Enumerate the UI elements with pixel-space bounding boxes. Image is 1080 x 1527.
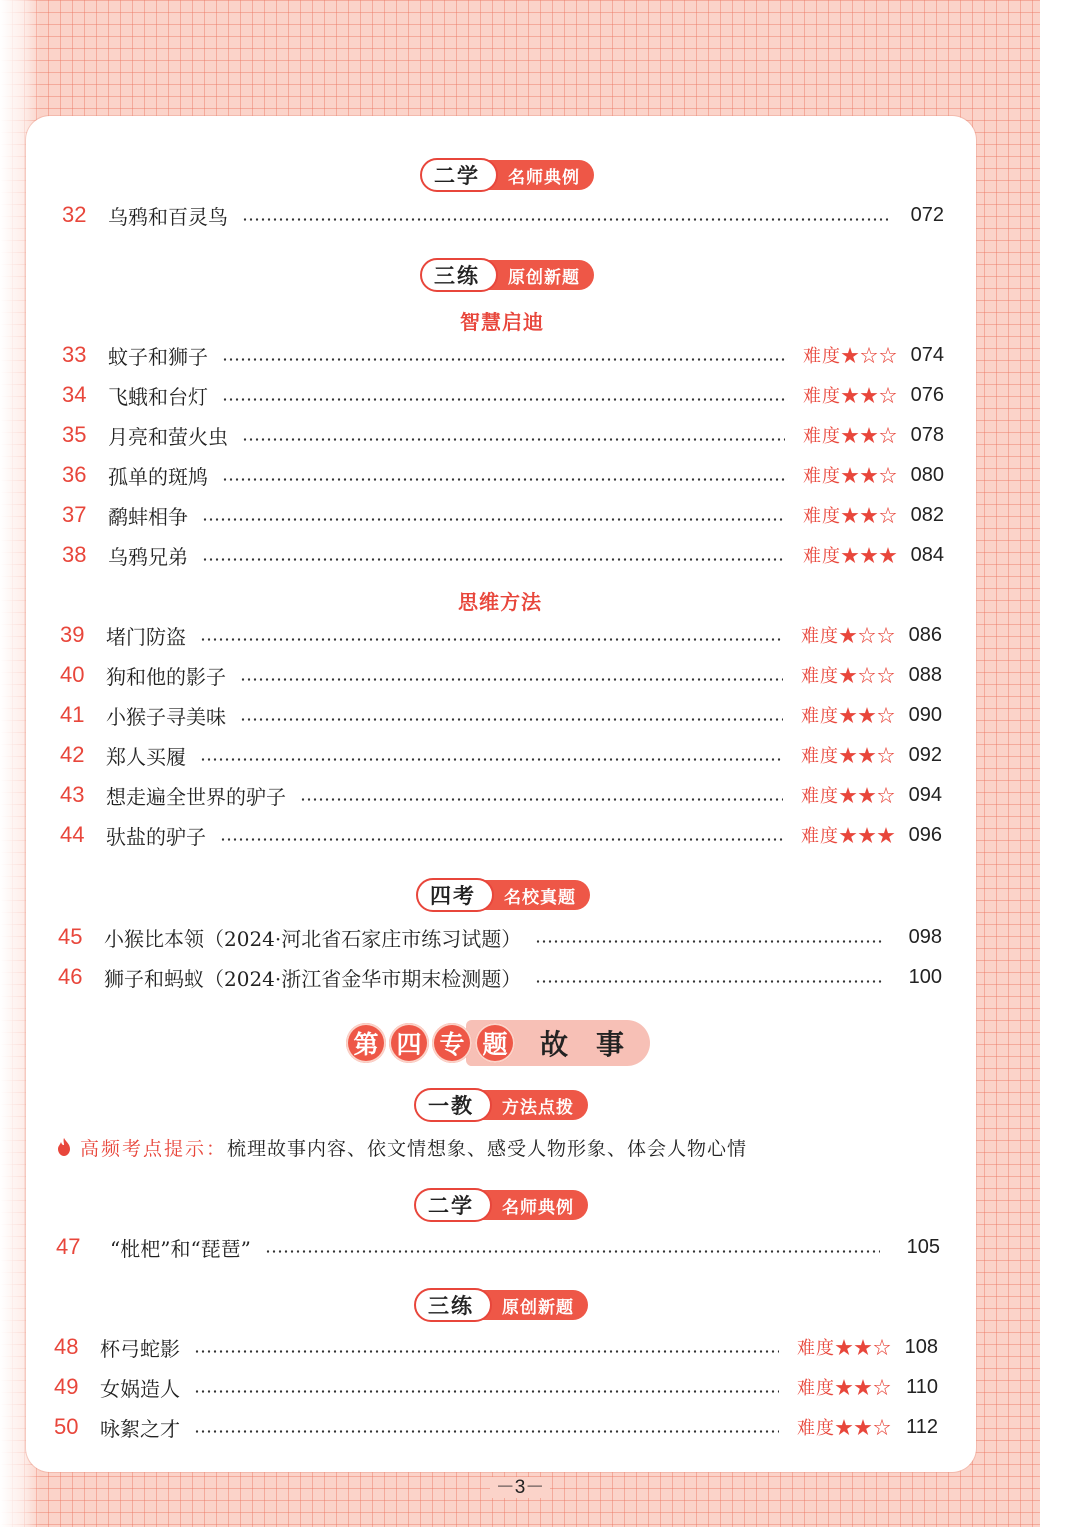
- section-label-right: 原创新题: [474, 1290, 588, 1320]
- entry-page: 090: [908, 703, 942, 726]
- banner-char: 题: [475, 1023, 515, 1063]
- entry-number: 48: [54, 1334, 79, 1359]
- entry-title: 蚊子和狮子: [108, 344, 208, 369]
- dot-leader: [222, 398, 785, 401]
- entry-title: 郑人买履: [106, 744, 186, 769]
- entry-page: 080: [910, 463, 944, 486]
- difficulty-rating: 难度★☆☆: [801, 626, 896, 647]
- entry-title: 乌鸦兄弟: [108, 544, 188, 569]
- entry-number: 33: [62, 342, 87, 367]
- difficulty-rating: 难度★★☆: [803, 506, 898, 527]
- toc-entry[interactable]: [62, 380, 944, 410]
- entry-page: 096: [908, 823, 942, 846]
- difficulty-rating: 难度★★☆: [803, 426, 898, 447]
- entry-number: 36: [62, 462, 87, 487]
- entry-page: 100: [908, 965, 942, 988]
- entry-number: 40: [60, 662, 85, 687]
- toc-entry[interactable]: [62, 500, 944, 530]
- section-label-left: 一教: [414, 1088, 492, 1122]
- section-label-right: 名校真题: [476, 880, 590, 910]
- entry-number: 50: [54, 1414, 79, 1439]
- entry-page: 078: [910, 423, 944, 446]
- dot-leader: [240, 718, 783, 721]
- dot-leader: [240, 678, 783, 681]
- banner-char: 四: [389, 1023, 429, 1063]
- entry-page: 082: [910, 503, 944, 526]
- toc-entry[interactable]: [60, 620, 942, 650]
- entry-page: 105: [906, 1235, 940, 1258]
- toc-entry[interactable]: [62, 340, 944, 370]
- dot-leader: [242, 438, 785, 441]
- difficulty-rating: 难度★★★: [803, 546, 898, 567]
- toc-entry[interactable]: [54, 1372, 938, 1402]
- banner-char: 第: [346, 1023, 386, 1063]
- dot-leader: [220, 838, 783, 841]
- entry-number: 44: [60, 822, 85, 847]
- entry-page: 084: [910, 543, 944, 566]
- entry-number: 34: [62, 382, 87, 407]
- flame-icon: [56, 1137, 72, 1157]
- entry-number: 47: [56, 1234, 81, 1259]
- entry-number: 37: [62, 502, 87, 527]
- section-label-left: 二学: [414, 1188, 492, 1222]
- entry-title: 狗和他的影子: [106, 664, 226, 689]
- entry-page: 094: [908, 783, 942, 806]
- subhead-zhihui: 智慧启迪: [460, 310, 544, 334]
- entry-title: 驮盐的驴子: [106, 824, 206, 849]
- difficulty-rating: 难度★☆☆: [803, 346, 898, 367]
- entry-number: 46: [58, 964, 83, 989]
- entry-page: 088: [908, 663, 942, 686]
- difficulty-rating: 难度★★☆: [797, 1418, 892, 1439]
- section-label-yi-jiao: [414, 1088, 588, 1122]
- entry-title: 女娲造人: [100, 1376, 180, 1401]
- difficulty-rating: 难度★★☆: [801, 746, 896, 767]
- difficulty-rating: 难度★★☆: [801, 786, 896, 807]
- entry-page: 074: [910, 343, 944, 366]
- page-number-text: －3－: [490, 1477, 551, 1498]
- entry-page: 112: [906, 1415, 938, 1438]
- difficulty-rating: 难度★☆☆: [801, 666, 896, 687]
- entry-title: 飞蛾和台灯: [108, 384, 208, 409]
- entry-title: 狮子和蚂蚁（2024·浙江省金华市期末检测题）: [104, 966, 522, 991]
- toc-entry[interactable]: [62, 460, 944, 490]
- entry-page: 076: [910, 383, 944, 406]
- entry-title: “枇杷”和“琵琶”: [110, 1236, 251, 1261]
- entry-number: 41: [60, 702, 85, 727]
- section-label-right: 名师典例: [480, 160, 594, 190]
- dot-leader: [194, 1390, 779, 1393]
- dot-leader: [300, 798, 783, 801]
- banner-char: 专: [432, 1023, 472, 1063]
- toc-entry[interactable]: [60, 780, 942, 810]
- toc-entry[interactable]: [54, 1412, 938, 1442]
- section-label-er-xue: [420, 158, 594, 192]
- banner-title: 故事: [540, 1028, 653, 1061]
- dot-leader: [202, 518, 785, 521]
- entry-number: 32: [62, 202, 87, 227]
- entry-title: 鹬蚌相争: [108, 504, 188, 529]
- section-label-right: 方法点拨: [474, 1090, 588, 1120]
- dot-leader: [194, 1430, 779, 1433]
- toc-entry[interactable]: [60, 660, 942, 690]
- tip-label: 高频考点提示：: [80, 1137, 228, 1160]
- toc-entry[interactable]: [58, 962, 942, 992]
- dot-leader: [200, 758, 783, 761]
- toc-entry[interactable]: [62, 540, 944, 570]
- entry-title: 咏絮之才: [100, 1416, 180, 1441]
- entry-number: 45: [58, 924, 83, 949]
- section-label-san-lian: [420, 258, 594, 292]
- page-number: [0, 1472, 1040, 1499]
- difficulty-rating: 难度★★☆: [803, 386, 898, 407]
- section-label-er-xue: [414, 1188, 588, 1222]
- section-label-san-lian: [414, 1288, 588, 1322]
- section-label-left: 二学: [420, 158, 498, 192]
- tip-text: 梳理故事内容、依文情想象、感受人物形象、体会人物心情: [227, 1137, 748, 1160]
- toc-entry[interactable]: [54, 1332, 938, 1362]
- toc-entry[interactable]: [56, 1232, 940, 1262]
- toc-entry[interactable]: [60, 820, 942, 850]
- entry-title: 杯弓蛇影: [100, 1336, 180, 1361]
- entry-number: 38: [62, 542, 87, 567]
- difficulty-rating: 难度★★☆: [801, 706, 896, 727]
- entry-number: 35: [62, 422, 87, 447]
- toc-entry[interactable]: [58, 922, 942, 952]
- entry-title: 堵门防盗: [106, 624, 186, 649]
- entry-page: 072: [910, 203, 944, 226]
- section-label-left: 三练: [420, 258, 498, 292]
- entry-page: 086: [908, 623, 942, 646]
- entry-title: 乌鸦和百灵鸟: [108, 204, 228, 229]
- toc-entry[interactable]: [62, 200, 944, 230]
- entry-title: 小猴比本领（2024·河北省石家庄市练习试题）: [104, 926, 522, 951]
- dot-leader: [222, 358, 785, 361]
- exam-tip: [56, 1132, 747, 1162]
- difficulty-rating: 难度★★☆: [803, 466, 898, 487]
- dot-leader: [194, 1350, 779, 1353]
- toc-entry[interactable]: [60, 700, 942, 730]
- dot-leader: [535, 940, 882, 943]
- section-label-right: 名师典例: [474, 1190, 588, 1220]
- toc-entry[interactable]: [60, 740, 942, 770]
- entry-title: 想走遍全世界的驴子: [106, 784, 286, 809]
- entry-page: 110: [906, 1375, 938, 1398]
- entry-number: 39: [60, 622, 85, 647]
- dot-leader: [202, 558, 785, 561]
- difficulty-rating: 难度★★☆: [797, 1378, 892, 1399]
- section-label-right: 原创新题: [480, 260, 594, 290]
- toc-entry[interactable]: [62, 420, 944, 450]
- dot-leader: [265, 1250, 880, 1253]
- entry-title: 孤单的斑鸠: [108, 464, 208, 489]
- section-label-left: 四考: [416, 878, 494, 912]
- entry-page: 098: [908, 925, 942, 948]
- entry-title: 小猴子寻美味: [106, 704, 226, 729]
- difficulty-rating: 难度★★☆: [797, 1338, 892, 1359]
- dot-leader: [222, 478, 785, 481]
- entry-number: 42: [60, 742, 85, 767]
- section-label-si-kao: [416, 878, 590, 912]
- entry-number: 49: [54, 1374, 79, 1399]
- entry-title: 月亮和萤火虫: [108, 424, 228, 449]
- dot-leader: [535, 980, 882, 983]
- section-label-left: 三练: [414, 1288, 492, 1322]
- dot-leader: [242, 218, 888, 221]
- entry-number: 43: [60, 782, 85, 807]
- dot-leader: [200, 638, 783, 641]
- entry-page: 092: [908, 743, 942, 766]
- entry-page: 108: [904, 1335, 938, 1358]
- difficulty-rating: 难度★★★: [801, 826, 896, 847]
- subhead-siwei: 思维方法: [458, 590, 542, 614]
- topic-banner: [346, 1018, 652, 1068]
